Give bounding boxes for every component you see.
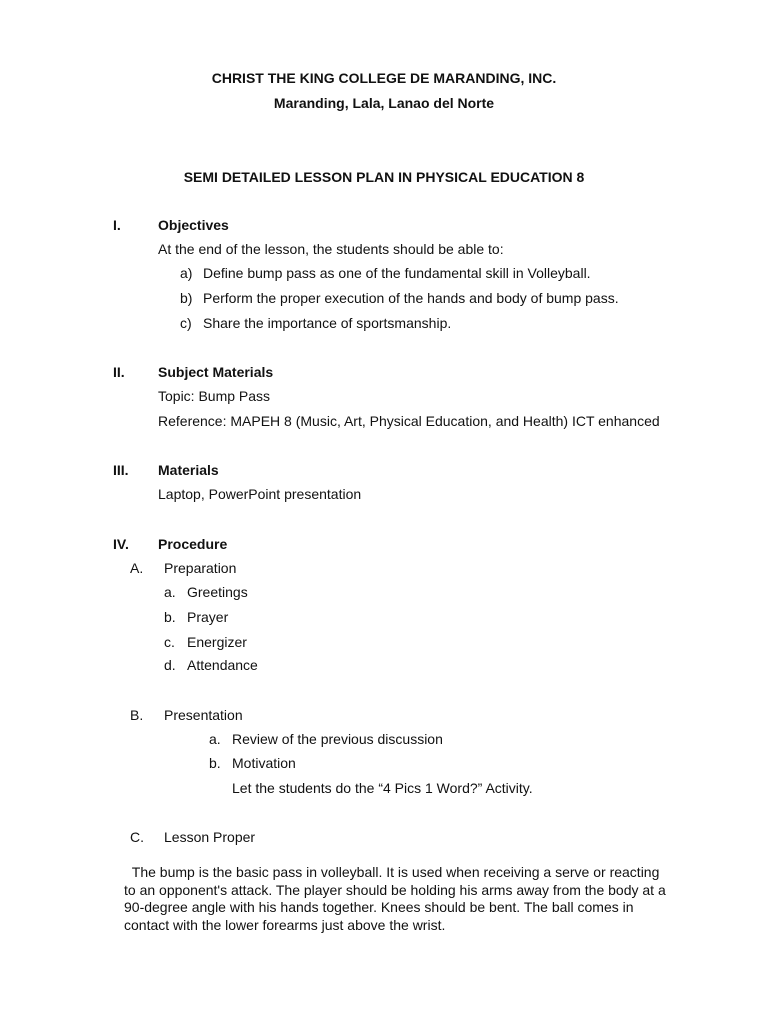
procedure-marker-lesson-proper: C. bbox=[130, 829, 144, 845]
section-numeral-objectives: I. bbox=[113, 217, 121, 233]
preparation-marker: c. bbox=[164, 634, 175, 650]
preparation-marker: d. bbox=[164, 657, 176, 673]
document-title: SEMI DETAILED LESSON PLAN IN PHYSICAL EDUCATION 8 bbox=[183, 169, 585, 185]
presentation-marker: a. bbox=[209, 731, 221, 747]
preparation-marker: b. bbox=[164, 609, 176, 625]
presentation-marker: b. bbox=[209, 755, 221, 771]
topic-line: Topic: Bump Pass bbox=[158, 388, 271, 404]
presentation-item: Review of the previous discussion bbox=[232, 731, 443, 747]
objective-marker: a) bbox=[180, 265, 193, 281]
institution-name: CHRIST THE KING COLLEGE DE MARANDING, INC. bbox=[211, 70, 557, 86]
preparation-item: Attendance bbox=[187, 657, 258, 673]
lesson-proper-text: The bump is the basic pass in volleyball. It is used when receiving a serve or reacting to an opponent's attack. The player should be holding his arms away from the body at a 90-degree angle with his hands together. Knees should be bent. The ball comes in contact with the lower forearms just above the wrist. bbox=[124, 864, 666, 933]
section-numeral-materials: III. bbox=[113, 462, 129, 478]
motivation-activity: Let the students do the “4 Pics 1 Word?” Activity. bbox=[232, 780, 533, 796]
preparation-item: Greetings bbox=[187, 584, 248, 600]
objective-item: Perform the proper execution of the hands and body of bump pass. bbox=[203, 290, 619, 306]
preparation-item: Energizer bbox=[187, 634, 247, 650]
preparation-item: Prayer bbox=[187, 609, 229, 625]
presentation-item: Motivation bbox=[232, 755, 296, 771]
objective-item: Define bump pass as one of the fundamental skill in Volleyball. bbox=[203, 265, 591, 281]
section-heading-procedure: Procedure bbox=[158, 536, 228, 552]
objective-item: Share the importance of sportsmanship. bbox=[203, 315, 452, 331]
preparation-marker: a. bbox=[164, 584, 176, 600]
institution-address: Maranding, Lala, Lanao del Norte bbox=[273, 95, 495, 111]
procedure-label-presentation: Presentation bbox=[164, 707, 243, 723]
procedure-marker-presentation: B. bbox=[130, 707, 144, 723]
procedure-label-lesson-proper: Lesson Proper bbox=[164, 829, 256, 845]
reference-line: Reference: MAPEH 8 (Music, Art, Physical Education, and Health) ICT enhanced bbox=[158, 413, 660, 429]
section-heading-subject-materials: Subject Materials bbox=[158, 364, 274, 380]
section-numeral-procedure: IV. bbox=[113, 536, 129, 552]
section-heading-materials: Materials bbox=[158, 462, 219, 478]
lesson-proper-paragraph bbox=[124, 864, 674, 934]
section-heading-objectives: Objectives bbox=[158, 217, 229, 233]
objectives-intro: At the end of the lesson, the students should be able to: bbox=[158, 241, 504, 257]
procedure-marker-preparation: A. bbox=[130, 560, 144, 576]
procedure-label-preparation: Preparation bbox=[164, 560, 237, 576]
section-numeral-subject-materials: II. bbox=[113, 364, 125, 380]
materials-text: Laptop, PowerPoint presentation bbox=[158, 486, 362, 502]
objective-marker: b) bbox=[180, 290, 193, 306]
objective-marker: c) bbox=[180, 315, 192, 331]
